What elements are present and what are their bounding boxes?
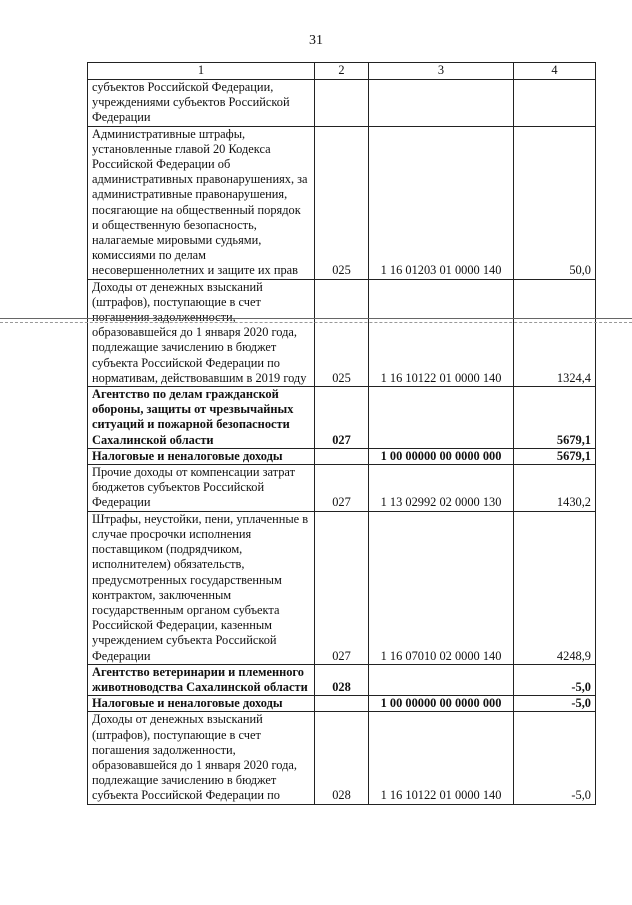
table-row	[88, 696, 596, 712]
budget-code-cell: 1 16 10122 01 0000 140	[369, 712, 514, 804]
amount-cell: 1430,2	[514, 465, 596, 512]
table-row	[88, 712, 596, 804]
revenue-name-cell: Доходы от денежных взысканий (штрафов), поступающие в счет погашения задолженности, образовавшейся до 1 января 2020 года, подлежащие зачислению в бюджет субъекта Российской Федерации по нормативам, действовавшим в 2019 году	[88, 279, 315, 386]
page-number: 31	[309, 33, 323, 48]
table-body	[88, 80, 596, 805]
amount-cell: 5679,1	[514, 387, 596, 449]
scan-fold-line	[0, 318, 632, 319]
budget-code-cell: 1 13 02992 02 0000 130	[369, 465, 514, 512]
admin-code-cell: 025	[315, 279, 369, 386]
column-header-2: 2	[315, 63, 369, 80]
revenue-name-cell: Налоговые и неналоговые доходы	[88, 696, 315, 712]
admin-code-cell: 025	[315, 126, 369, 279]
budget-code-cell: 1 16 10122 01 0000 140	[369, 279, 514, 386]
admin-code-cell: 028	[315, 712, 369, 804]
amount-cell: 50,0	[514, 126, 596, 279]
budget-code-cell	[369, 80, 514, 127]
amount-cell	[514, 80, 596, 127]
table-row	[88, 126, 596, 279]
admin-code-cell	[315, 696, 369, 712]
column-header-1: 1	[88, 63, 315, 80]
revenue-name-cell: Прочие доходы от компенсации затрат бюджетов субъектов Российской Федерации	[88, 465, 315, 512]
revenue-name-cell: Административные штрафы, установленные главой 20 Кодекса Российской Федерации об административных правонарушениях, за административные правонарушения, посягающие на общественный порядок и общественную безопасность, налагаемые мировыми судьями, комиссиями по делам несовершеннолетних и защите их прав	[88, 126, 315, 279]
table-row	[88, 448, 596, 464]
amount-cell: -5,0	[514, 664, 596, 695]
revenue-name-cell: субъектов Российской Федерации, учреждениями субъектов Российской Федерации	[88, 80, 315, 127]
amount-cell: 4248,9	[514, 511, 596, 664]
admin-code-cell: 027	[315, 511, 369, 664]
table-row	[88, 511, 596, 664]
table-row	[88, 80, 596, 127]
budget-code-cell	[369, 664, 514, 695]
admin-code-cell: 027	[315, 465, 369, 512]
amount-cell: 5679,1	[514, 448, 596, 464]
amount-cell: -5,0	[514, 712, 596, 804]
budget-code-cell: 1 16 01203 01 0000 140	[369, 126, 514, 279]
table-row	[88, 279, 596, 386]
budget-code-cell	[369, 387, 514, 449]
table-row	[88, 465, 596, 512]
amount-cell: -5,0	[514, 696, 596, 712]
table-row	[88, 664, 596, 695]
revenue-name-cell: Налоговые и неналоговые доходы	[88, 448, 315, 464]
budget-code-cell: 1 00 00000 00 0000 000	[369, 696, 514, 712]
revenue-name-cell: Доходы от денежных взысканий (штрафов), поступающие в счет погашения задолженности, образовавшейся до 1 января 2020 года, подлежащие зачислению в бюджет субъекта Российской Федерации по	[88, 712, 315, 804]
scan-fold-line	[0, 322, 632, 323]
admin-code-cell: 027	[315, 387, 369, 449]
revenue-name-cell: Штрафы, неустойки, пени, уплаченные в случае просрочки исполнения поставщиком (подрядчиком, исполнителем) обязательств, предусмотренных государственным контрактом, заключенным государственным органом субъекта Российской Федерации, казенным учреждением субъекта Российской Федерации	[88, 511, 315, 664]
column-header-4: 4	[514, 63, 596, 80]
column-header-3: 3	[369, 63, 514, 80]
revenue-table	[87, 62, 596, 805]
table-header-row	[88, 63, 596, 80]
admin-code-cell: 028	[315, 664, 369, 695]
table-row	[88, 387, 596, 449]
amount-cell: 1324,4	[514, 279, 596, 386]
admin-code-cell	[315, 448, 369, 464]
budget-code-cell: 1 00 00000 00 0000 000	[369, 448, 514, 464]
revenue-name-cell: Агентство ветеринарии и племенного животноводства Сахалинской области	[88, 664, 315, 695]
admin-code-cell	[315, 80, 369, 127]
revenue-name-cell: Агентство по делам гражданской обороны, защиты от чрезвычайных ситуаций и пожарной безопасности Сахалинской области	[88, 387, 315, 449]
budget-code-cell: 1 16 07010 02 0000 140	[369, 511, 514, 664]
